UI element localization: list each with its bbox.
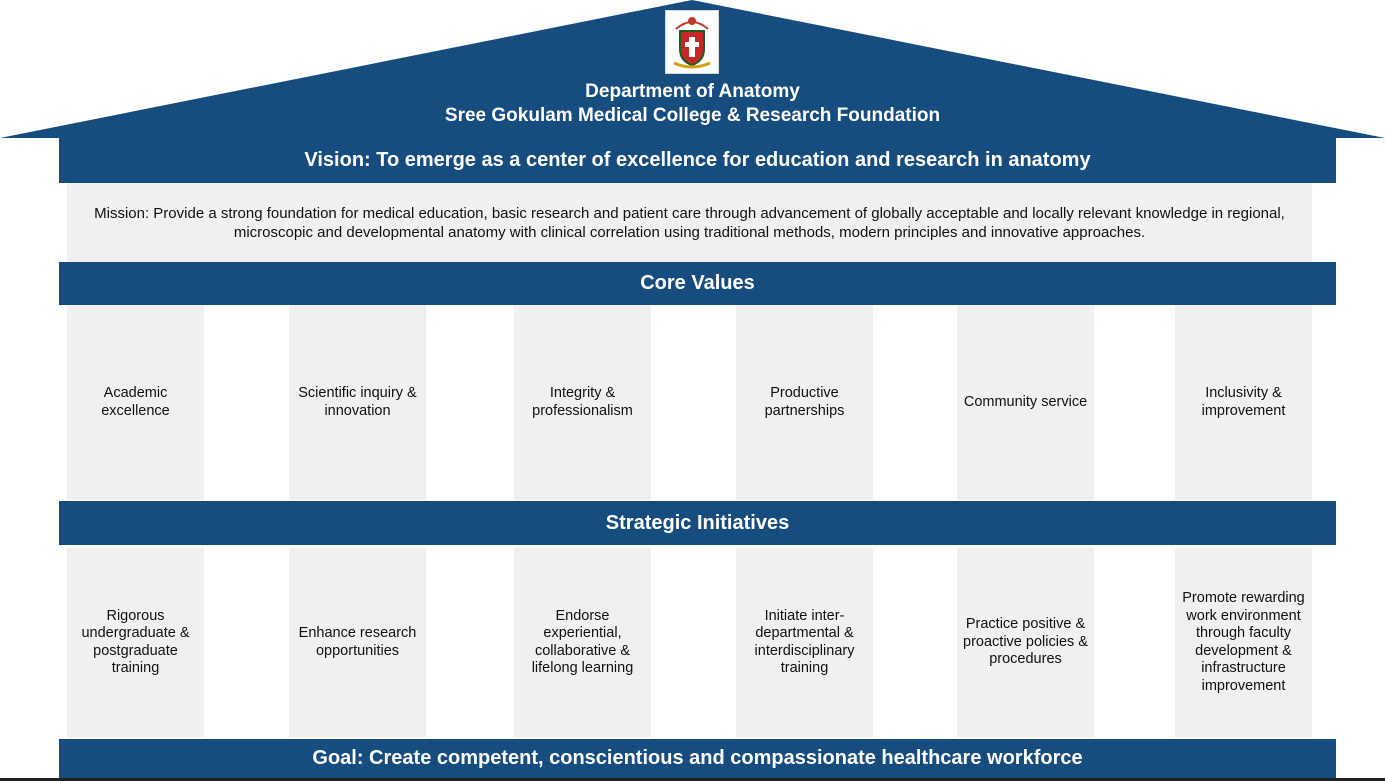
college-crest-logo bbox=[665, 10, 719, 74]
core-value-pillar: Community service bbox=[957, 305, 1094, 500]
institution-title: Sree Gokulam Medical College & Research Foundation bbox=[444, 105, 941, 126]
mission-text: Mission: Provide a strong foundation for medical education, basic research and patient care through advancement of globally acceptable and locally relevant knowledge in regional, microscopic and developmental anatomy with clinical correlation using traditional methods, modern principles and innovative approaches. bbox=[94, 204, 1285, 241]
strategic-initiatives-band: Strategic Initiatives bbox=[59, 501, 1336, 545]
initiative-pillar: Initiate inter-departmental & interdisciplinary training bbox=[736, 548, 873, 737]
core-value-pillar: Integrity & professionalism bbox=[514, 305, 651, 500]
vision-band: Vision: To emerge as a center of excellence for education and research in anatomy bbox=[59, 138, 1336, 183]
initiative-pillar: Endorse experiential, collaborative & lifelong learning bbox=[514, 548, 651, 737]
core-value-pillar: Academic excellence bbox=[67, 305, 204, 500]
bottom-divider bbox=[0, 778, 1385, 781]
initiative-pillar: Rigorous undergraduate & postgraduate training bbox=[67, 548, 204, 737]
core-value-pillar: Inclusivity & improvement bbox=[1175, 305, 1312, 500]
core-value-pillar: Productive partnerships bbox=[736, 305, 873, 500]
core-value-pillar: Scientific inquiry & innovation bbox=[289, 305, 426, 500]
initiative-pillar: Enhance research opportunities bbox=[289, 548, 426, 737]
department-title: Department of Anatomy bbox=[585, 81, 800, 102]
initiative-pillar: Promote rewarding work environment through faculty development & infrastructure improvement bbox=[1175, 548, 1312, 737]
initiative-pillar: Practice positive & proactive policies & procedures bbox=[957, 548, 1094, 737]
core-values-band: Core Values bbox=[59, 262, 1336, 305]
mission-statement bbox=[67, 183, 1312, 262]
goal-band: Goal: Create competent, conscientious and compassionate healthcare workforce bbox=[59, 739, 1336, 778]
